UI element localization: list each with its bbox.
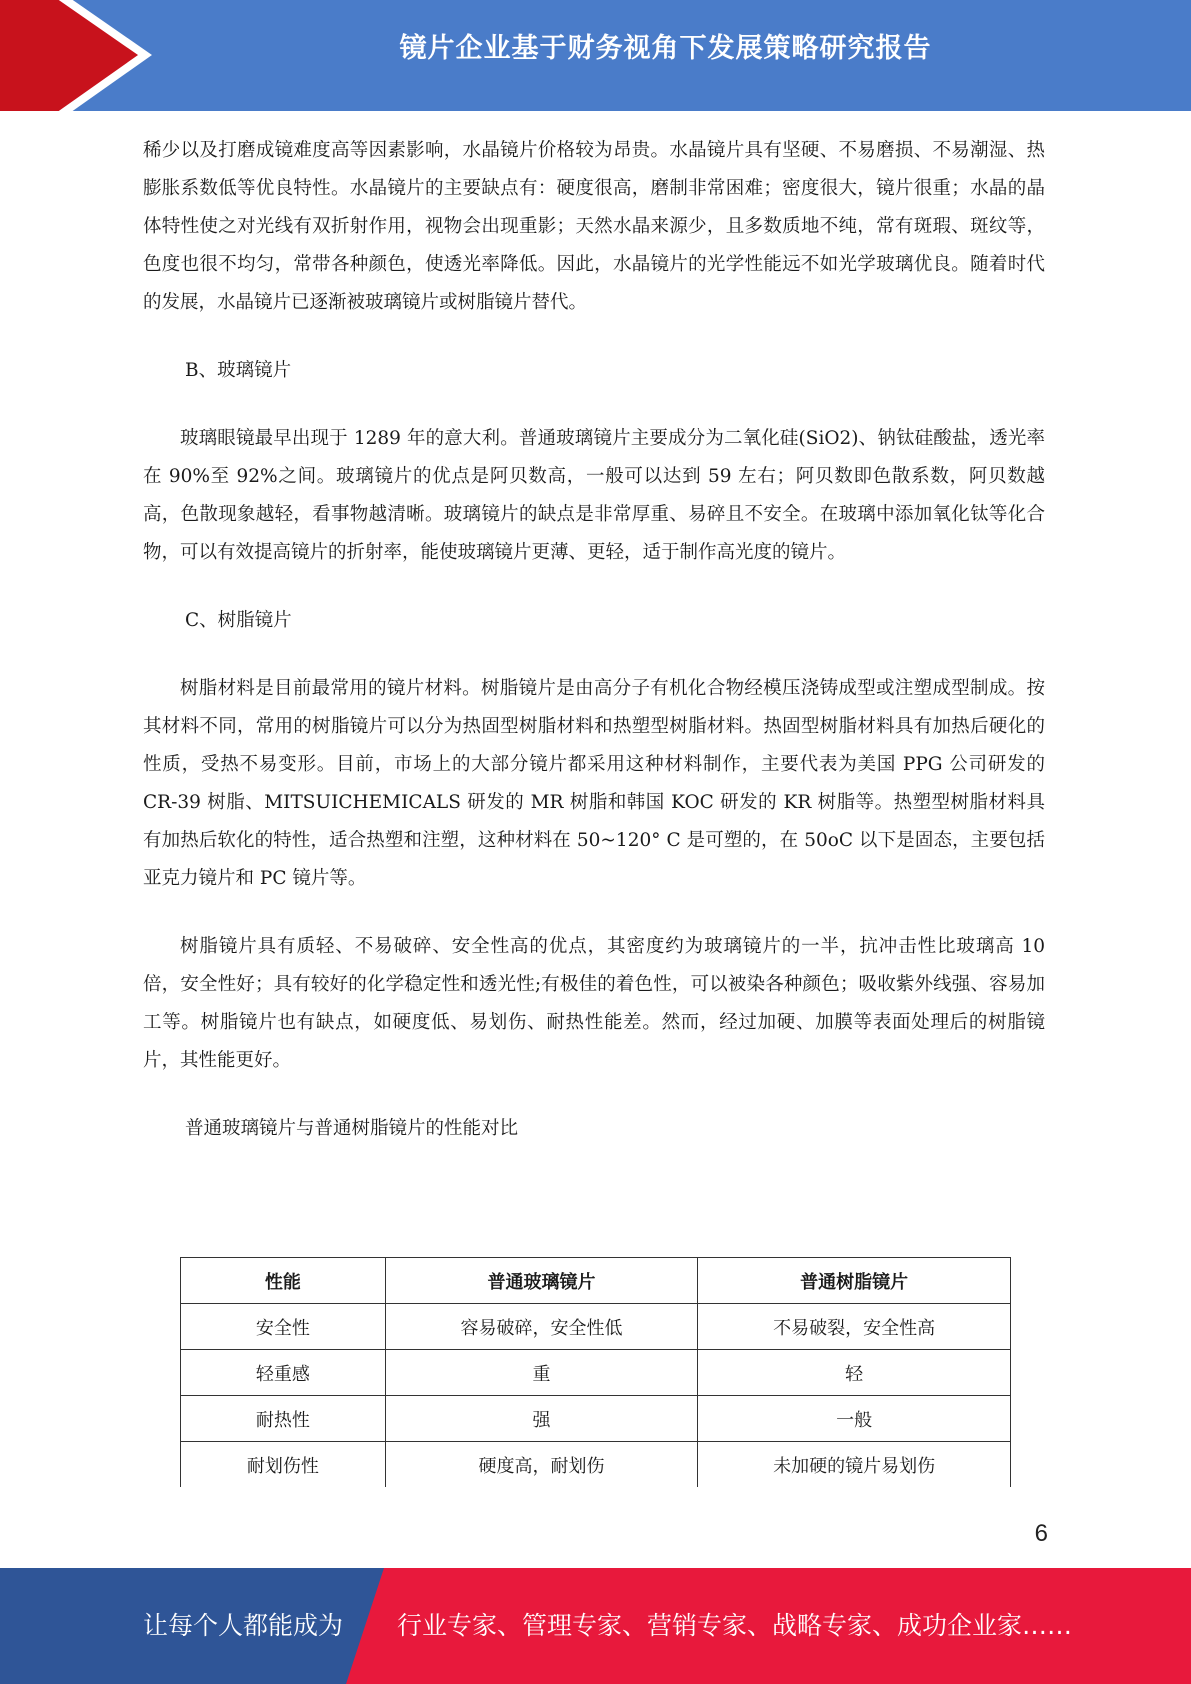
table-cell: 轻	[698, 1350, 1011, 1396]
table-cell: 轻重感	[181, 1350, 386, 1396]
table-cell: 耐划伤性	[181, 1442, 386, 1488]
main-content	[143, 132, 1045, 1148]
paragraph-resin-lens: 树脂材料是目前最常用的镜片材料。树脂镜片是由高分子有机化合物经模压浇铸成型或注塑成型制成。按其材料不同，常用的树脂镜片可以分为热固型树脂材料和热塑型树脂材料。热固型树脂材料具有加热后硬化的性质，受热不易变形。目前，市场上的大部分镜片都采用这种材料制作，主要代表为美国 PPG 公司研发的 CR-39 树脂、MITSUICHEMICALS 研发的 MR 树脂和韩国 KOC 研发的 KR 树脂等。热塑型树脂材料具有加热后软化的特性，适合热塑和注塑，这种材料在 50~120° C 是可塑的，在 50oC 以下是固态，主要包括亚克力镜片和 PC 镜片等。	[143, 678, 1045, 889]
table-cell: 未加硬的镜片易划伤	[698, 1442, 1011, 1488]
table-cell: 强	[385, 1396, 698, 1442]
paragraph-crystal-lens: 稀少以及打磨成镜难度高等因素影响，水晶镜片价格较为昂贵。水晶镜片具有坚硬、不易磨损、不易潮湿、热膨胀系数低等优良特性。水晶镜片的主要缺点有：硬度很高，磨制非常困难；密度很大，镜片很重；水晶的晶体特性使之对光线有双折射作用，视物会出现重影；天然水晶来源少，且多数质地不纯，常有斑瑕、斑纹等，色度也很不均匀，常带各种颜色，使透光率降低。因此，水晶镜片的光学性能远不如光学玻璃优良。随着时代的发展，水晶镜片已逐渐被玻璃镜片或树脂镜片替代。	[143, 140, 1045, 313]
table-cell: 重	[385, 1350, 698, 1396]
table-row	[181, 1396, 1011, 1442]
table-cell: 安全性	[181, 1304, 386, 1350]
table-cell: 硬度高，耐划伤	[385, 1442, 698, 1488]
table-cell: 耐热性	[181, 1396, 386, 1442]
table-header-cell: 性能	[181, 1258, 386, 1304]
table-cell: 不易破裂，安全性高	[698, 1304, 1011, 1350]
footer-slogan-right: 行业专家、管理专家、营销专家、战略专家、成功企业家……	[397, 1611, 1073, 1640]
page-header	[0, 0, 1191, 111]
table-cell: 一般	[698, 1396, 1011, 1442]
table-caption: 普通玻璃镜片与普通树脂镜片的性能对比	[185, 1118, 519, 1139]
page-number: 6	[1034, 1520, 1048, 1547]
heading-glass-lens: B、玻璃镜片	[185, 360, 292, 381]
table-row	[181, 1304, 1011, 1350]
table-row	[181, 1350, 1011, 1396]
table-header-cell: 普通树脂镜片	[698, 1258, 1011, 1304]
heading-resin-lens: C、树脂镜片	[185, 610, 292, 631]
comparison-table	[180, 1257, 1011, 1487]
page-footer	[0, 1568, 1191, 1684]
table-header-row	[181, 1258, 1011, 1304]
header-title: 镜片企业基于财务视角下发展策略研究报告	[399, 33, 932, 64]
table-cell: 容易破碎，安全性低	[385, 1304, 698, 1350]
table-header-cell: 普通玻璃镜片	[385, 1258, 698, 1304]
paragraph-resin-pros-cons: 树脂镜片具有质轻、不易破碎、安全性高的优点，其密度约为玻璃镜片的一半，抗冲击性比玻璃高 10 倍，安全性好；具有较好的化学稳定性和透光性;有极佳的着色性，可以被染各种颜色；吸收紫外线强、容易加工等。树脂镜片也有缺点，如硬度低、易划伤、耐热性能差。然而，经过加硬、加膜等表面处理后的树脂镜片，其性能更好。	[143, 936, 1045, 1071]
header-arrow-logo	[0, 0, 160, 111]
paragraph-glass-lens: 玻璃眼镜最早出现于 1289 年的意大利。普通玻璃镜片主要成分为二氧化硅(SiO2)、钠钛硅酸盐，透光率在 90%至 92%之间。玻璃镜片的优点是阿贝数高，一般可以达到 59 左右；阿贝数即色散系数，阿贝数越高，色散现象越轻，看事物越清晰。玻璃镜片的缺点是非常厚重、易碎且不安全。在玻璃中添加氧化钛等化合物，可以有效提高镜片的折射率，能使玻璃镜片更薄、更轻，适于制作高光度的镜片。	[143, 428, 1045, 563]
table-row	[181, 1442, 1011, 1488]
footer-slogan-left: 让每个人都能成为	[143, 1611, 344, 1640]
